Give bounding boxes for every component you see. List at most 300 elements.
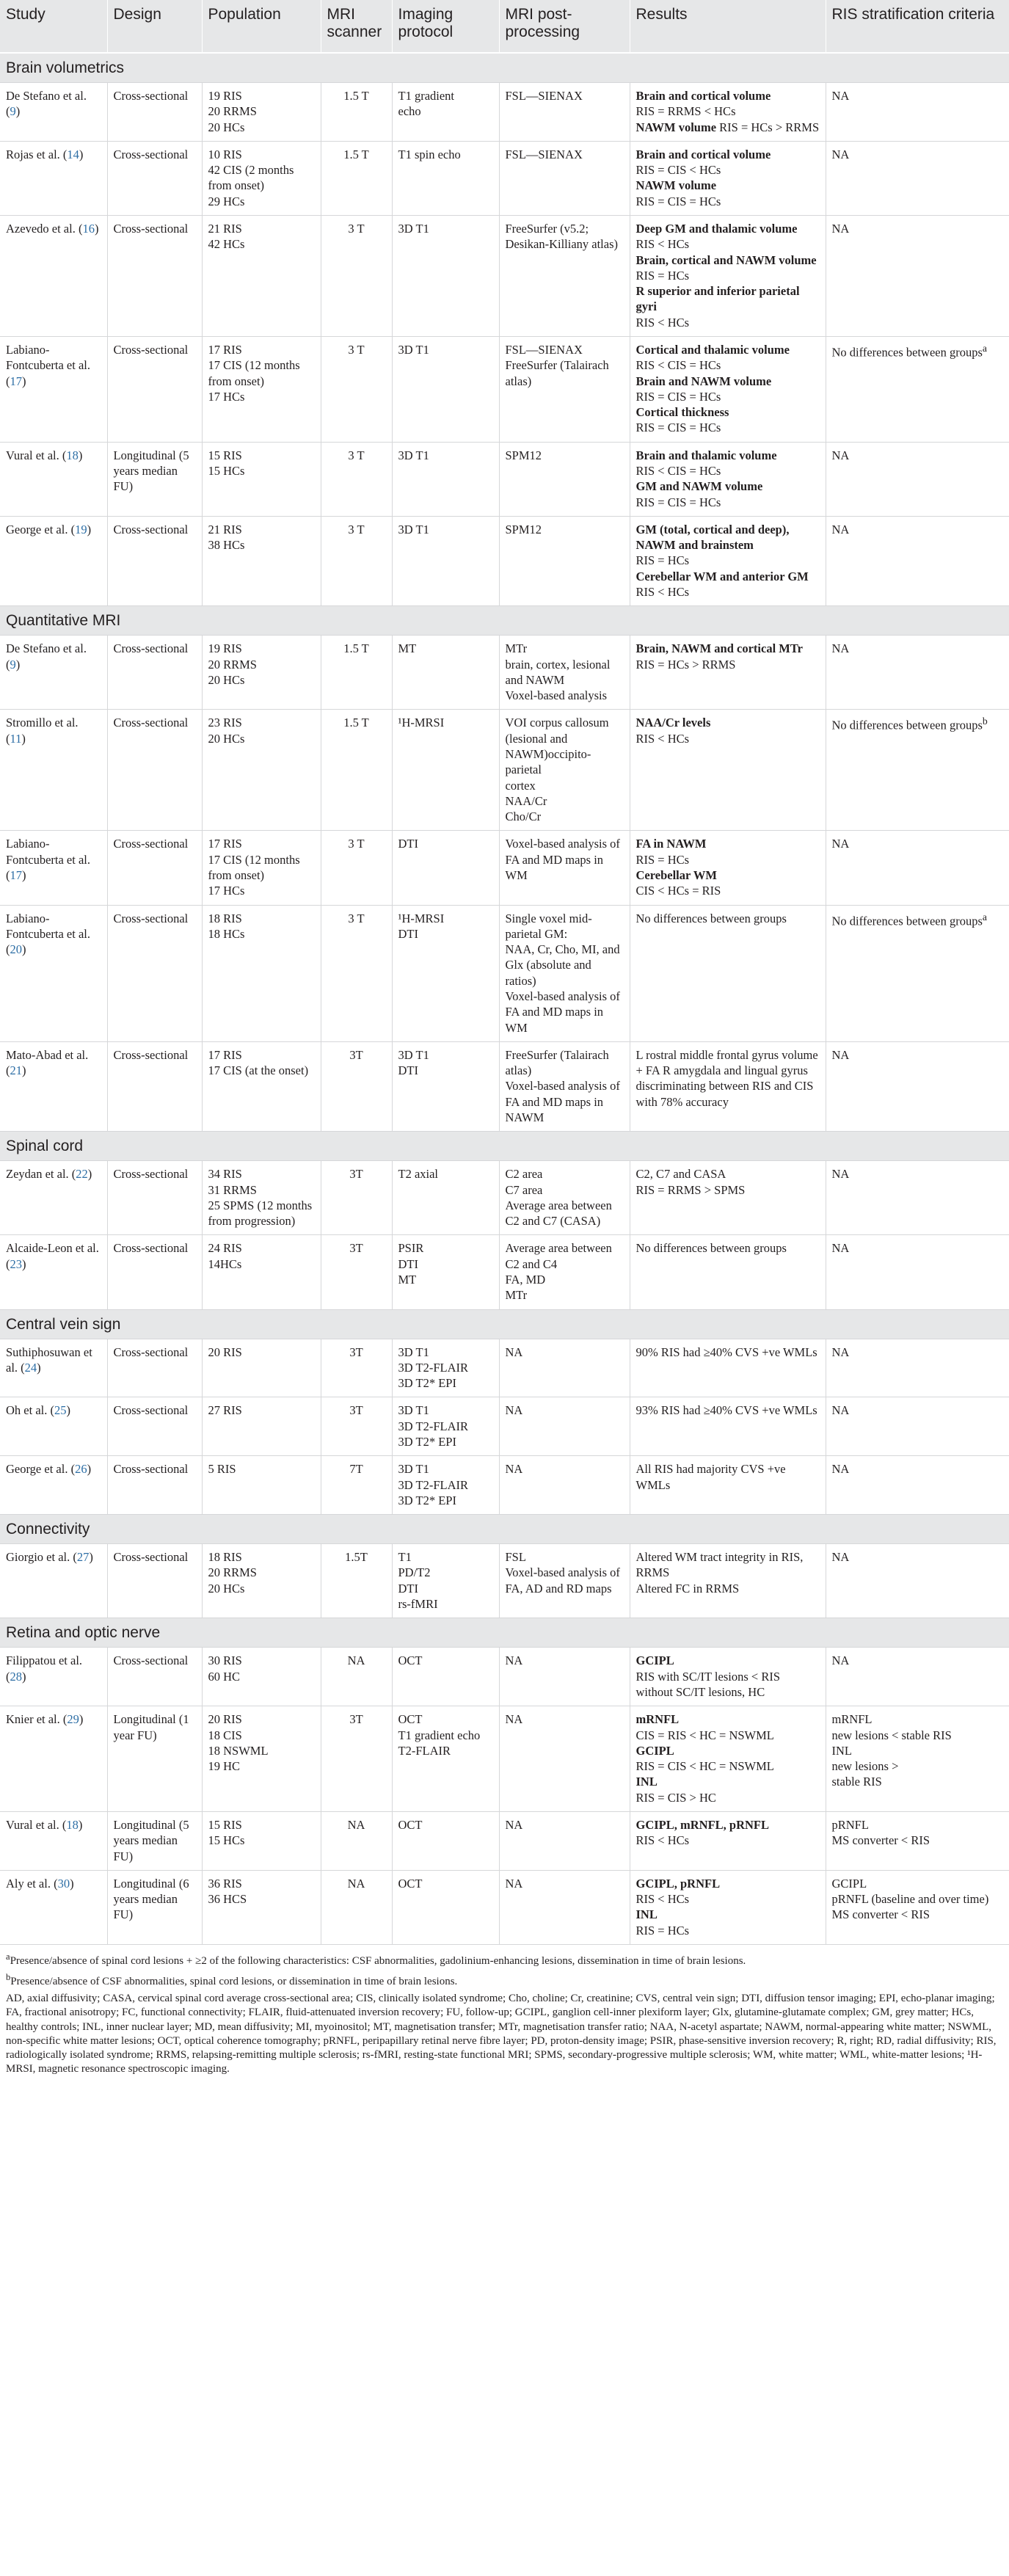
table-row xyxy=(0,1456,1009,1515)
header-mri-scanner: MRI scanner xyxy=(321,0,392,53)
stratification-text: NA xyxy=(831,1241,850,1256)
stratification-cell xyxy=(826,141,1009,215)
results-cell xyxy=(630,1648,826,1706)
stratification-text: No differences between groups xyxy=(831,718,983,732)
result-heading: mRNFL xyxy=(635,1712,680,1727)
section-row xyxy=(0,1132,1009,1161)
stratification-cell xyxy=(826,1041,1009,1131)
study-name: Filippatou et al. xyxy=(6,1653,83,1668)
stratification-text: No differences between groups xyxy=(831,914,983,928)
result-text: RIS < HCs xyxy=(635,584,690,599)
design-cell: Cross-sectional xyxy=(107,1235,202,1309)
result-heading-text: NAWM volume xyxy=(635,120,717,134)
results-cell xyxy=(630,1706,826,1812)
result-heading xyxy=(636,120,820,135)
results-cell xyxy=(630,1870,826,1944)
stratification-cell xyxy=(826,710,1009,831)
reference-link[interactable]: 14 xyxy=(67,147,79,161)
study-cell: George et al. (26) xyxy=(0,1456,107,1515)
study-name: De Stefano et al. xyxy=(6,641,87,656)
stratification-text: NA xyxy=(831,1167,850,1182)
result-text: Altered FC in RRMS xyxy=(635,1581,740,1596)
stratification-text: mRNFL new lesions < stable RIS INL new lesions > stable RIS xyxy=(831,1712,952,1789)
scanner-cell: 3T xyxy=(321,1235,392,1309)
design-cell: Cross-sectional xyxy=(107,1041,202,1131)
stratification-text: NA xyxy=(831,222,850,236)
protocol-cell: 3D T1 xyxy=(392,337,499,443)
design-cell: Longitudinal (5 years median FU) xyxy=(107,1811,202,1870)
result-text: RIS = CIS > HC xyxy=(635,1790,716,1805)
results-cell xyxy=(630,1456,826,1515)
result-inline-text: RIS = HCs > RRMS xyxy=(716,120,820,134)
stratification-cell xyxy=(826,1648,1009,1706)
header-ris-stratification: RIS stratification criteria xyxy=(826,0,1009,53)
postprocessing-cell: NA xyxy=(499,1397,630,1456)
result-text: RIS = CIS < HCs xyxy=(635,163,721,178)
protocol-cell: 3D T1 xyxy=(392,216,499,337)
results-cell xyxy=(630,83,826,142)
results-cell xyxy=(630,1161,826,1235)
stratification-text: NA xyxy=(831,837,850,851)
footnote xyxy=(6,1971,1003,1989)
footnote-text: Presence/absence of spinal cord lesions + ≥2 of the following characteristics: CSF abnormalities, gadolinium-enhancing lesions, dissemination in time of brain lesions. xyxy=(10,1954,746,1967)
reference-link[interactable]: 21 xyxy=(10,1063,22,1078)
result-text: 90% RIS had ≥40% CVS +ve WMLs xyxy=(635,1345,817,1359)
postprocessing-cell: FSL—SIENAX xyxy=(499,141,630,215)
table-row xyxy=(0,1870,1009,1944)
result-heading: Deep GM and thalamic volume xyxy=(635,222,798,236)
protocol-cell: OCT T1 gradient echo T2-FLAIR xyxy=(392,1706,499,1812)
header-imaging-protocol: Imaging protocol xyxy=(392,0,499,53)
reference-link[interactable]: 25 xyxy=(54,1403,67,1418)
protocol-cell: 3D T1 xyxy=(392,516,499,605)
study-cell: De Stefano et al. (9) xyxy=(0,636,107,710)
result-heading: INL xyxy=(635,1907,658,1922)
study-cell: Stromillo et al. (11) xyxy=(0,710,107,831)
protocol-cell: DTI xyxy=(392,831,499,905)
scanner-cell: 3 T xyxy=(321,442,392,516)
design-cell: Cross-sectional xyxy=(107,1161,202,1235)
results-cell xyxy=(630,216,826,337)
table-row xyxy=(0,83,1009,142)
result-heading: Cerebellar WM and anterior GM xyxy=(635,569,809,583)
scanner-cell: NA xyxy=(321,1648,392,1706)
table-row xyxy=(0,710,1009,831)
result-text: C2, C7 and CASA xyxy=(635,1167,726,1182)
postprocessing-cell: NA xyxy=(499,1339,630,1397)
stratification-text: NA xyxy=(831,1462,850,1477)
result-text: RIS = CIS = HCs xyxy=(635,389,721,404)
study-cell: Giorgio et al. (27) xyxy=(0,1544,107,1618)
protocol-cell: T1 PD/T2 DTI rs-fMRI xyxy=(392,1544,499,1618)
stratification-cell xyxy=(826,1235,1009,1309)
stratification-cell xyxy=(826,636,1009,710)
scanner-cell: NA xyxy=(321,1811,392,1870)
table-row xyxy=(0,1235,1009,1309)
study-cell: Vural et al. (18) xyxy=(0,442,107,516)
table-footnotes xyxy=(0,1945,1009,2077)
stratification-text: NA xyxy=(831,1653,850,1668)
study-name: Zeydan et al. xyxy=(6,1167,69,1182)
table-row xyxy=(0,141,1009,215)
population-cell: 27 RIS xyxy=(202,1397,321,1456)
study-name: De Stefano et al. xyxy=(6,89,87,103)
study-cell: George et al. (19) xyxy=(0,516,107,605)
result-text: RIS < HCs xyxy=(635,315,690,330)
result-text: RIS < HCs xyxy=(635,1892,690,1907)
stratification-cell xyxy=(826,516,1009,605)
postprocessing-cell: NA xyxy=(499,1456,630,1515)
study-cell: Azevedo et al. (16) xyxy=(0,216,107,337)
footnote-text: Presence/absence of CSF abnormalities, spinal cord lesions, or dissemination in time of brain lesions. xyxy=(10,1976,458,1988)
population-cell: 30 RIS 60 HC xyxy=(202,1648,321,1706)
result-heading: GCIPL xyxy=(635,1743,674,1758)
section-row xyxy=(0,1309,1009,1339)
reference-link[interactable]: 9 xyxy=(10,657,16,672)
population-cell: 19 RIS 20 RRMS 20 HCs xyxy=(202,83,321,142)
result-text: RIS = HCs xyxy=(635,1923,690,1938)
study-cell: Alcaide-Leon et al. (23) xyxy=(0,1235,107,1309)
population-cell: 5 RIS xyxy=(202,1456,321,1515)
protocol-cell: 3D T1 DTI xyxy=(392,1041,499,1131)
table-row xyxy=(0,1544,1009,1618)
population-cell: 34 RIS 31 RRMS 25 SPMS (12 months from progression) xyxy=(202,1161,321,1235)
design-cell: Cross-sectional xyxy=(107,1544,202,1618)
result-text: RIS < CIS = HCs xyxy=(635,358,721,373)
scanner-cell: 3T xyxy=(321,1041,392,1131)
study-name: Giorgio et al. xyxy=(6,1550,70,1565)
result-heading: GCIPL xyxy=(635,1653,674,1668)
protocol-cell: T1 spin echo xyxy=(392,141,499,215)
scanner-cell: NA xyxy=(321,1870,392,1944)
population-cell: 36 RIS 36 HCS xyxy=(202,1870,321,1944)
design-cell: Cross-sectional xyxy=(107,1648,202,1706)
table-row xyxy=(0,337,1009,443)
result-text: RIS < CIS = HCs xyxy=(635,463,721,478)
result-text: RIS < HCs xyxy=(635,237,690,252)
population-cell: 17 RIS 17 CIS (12 months from onset) 17 HCs xyxy=(202,831,321,905)
design-cell: Cross-sectional xyxy=(107,141,202,215)
result-heading: FA in NAWM xyxy=(635,837,707,851)
results-cell xyxy=(630,516,826,605)
section-title: Spinal cord xyxy=(0,1132,1009,1161)
results-cell xyxy=(630,831,826,905)
footnote xyxy=(6,1951,1003,1968)
results-cell xyxy=(630,1339,826,1397)
postprocessing-cell: NA xyxy=(499,1870,630,1944)
study-cell: Oh et al. (25) xyxy=(0,1397,107,1456)
population-cell: 15 RIS 15 HCs xyxy=(202,1811,321,1870)
reference-link[interactable]: 22 xyxy=(76,1167,88,1182)
reference-link[interactable]: 29 xyxy=(67,1712,79,1727)
protocol-cell: PSIR DTI MT xyxy=(392,1235,499,1309)
protocol-cell: MT xyxy=(392,636,499,710)
stratification-cell xyxy=(826,1161,1009,1235)
study-name: Azevedo et al. xyxy=(6,222,76,236)
result-heading: GCIPL, pRNFL xyxy=(635,1876,721,1891)
footnote-marker: b xyxy=(982,716,988,727)
result-heading: Brain and NAWM volume xyxy=(635,374,772,388)
section-title: Retina and optic nerve xyxy=(0,1618,1009,1648)
study-cell: Labiano-Fontcuberta et al. (17) xyxy=(0,337,107,443)
header-mri-post-processing: MRI post-processing xyxy=(499,0,630,53)
population-cell: 15 RIS 15 HCs xyxy=(202,442,321,516)
stratification-cell xyxy=(826,1870,1009,1944)
table-row xyxy=(0,516,1009,605)
design-cell: Cross-sectional xyxy=(107,1339,202,1397)
study-cell: Aly et al. (30) xyxy=(0,1870,107,1944)
design-cell: Cross-sectional xyxy=(107,516,202,605)
scanner-cell: 1.5 T xyxy=(321,83,392,142)
scanner-cell: 3T xyxy=(321,1397,392,1456)
reference-link[interactable]: 24 xyxy=(24,1360,37,1375)
result-text: RIS = CIS = HCs xyxy=(635,495,721,509)
study-name: Labiano-Fontcuberta et al. xyxy=(6,837,91,867)
result-text: 93% RIS had ≥40% CVS +ve WMLs xyxy=(635,1403,817,1418)
study-name: Knier et al. xyxy=(6,1712,60,1727)
result-text: No differences between groups xyxy=(635,1241,787,1256)
results-cell xyxy=(630,1811,826,1870)
results-cell xyxy=(630,1041,826,1131)
results-cell xyxy=(630,1544,826,1618)
protocol-cell: OCT xyxy=(392,1811,499,1870)
table-row xyxy=(0,442,1009,516)
result-heading: GCIPL, mRNFL, pRNFL xyxy=(635,1817,770,1832)
table-row xyxy=(0,216,1009,337)
footnote-symbol: b xyxy=(6,1972,11,1983)
result-text: RIS = HCs xyxy=(635,268,690,283)
study-cell: Suthiphosuwan et al. (24) xyxy=(0,1339,107,1397)
table-header-row xyxy=(0,0,1009,53)
result-text: RIS = HCs > RRMS xyxy=(635,657,736,672)
result-heading: INL xyxy=(635,1775,658,1789)
postprocessing-cell: FSL—SIENAX FreeSurfer (Talairach atlas) xyxy=(499,337,630,443)
table-row xyxy=(0,1648,1009,1706)
reference-link[interactable]: 18 xyxy=(66,1817,79,1832)
reference-link[interactable]: 17 xyxy=(10,374,22,388)
stratification-text: NA xyxy=(831,1403,850,1418)
header-study: Study xyxy=(0,0,107,53)
study-cell: De Stefano et al. (9) xyxy=(0,83,107,142)
result-text: RIS = CIS < HC = NSWML xyxy=(635,1759,774,1774)
table-row xyxy=(0,636,1009,710)
design-cell: Cross-sectional xyxy=(107,636,202,710)
reference-link[interactable]: 30 xyxy=(57,1876,70,1891)
protocol-cell: ¹H-MRSI xyxy=(392,710,499,831)
table-row xyxy=(0,1397,1009,1456)
results-cell xyxy=(630,141,826,215)
result-text: RIS < HCs xyxy=(635,731,690,746)
scanner-cell: 1.5 T xyxy=(321,636,392,710)
footnote-marker: a xyxy=(982,911,988,923)
design-cell: Cross-sectional xyxy=(107,1397,202,1456)
result-heading: Brain and cortical volume xyxy=(635,89,771,103)
stratification-cell xyxy=(826,337,1009,443)
result-text: RIS = RRMS < HCs xyxy=(635,104,736,119)
study-cell: Zeydan et al. (22) xyxy=(0,1161,107,1235)
stratification-text: NA xyxy=(831,641,850,656)
reference-link[interactable]: 20 xyxy=(10,942,22,957)
stratification-cell xyxy=(826,442,1009,516)
design-cell: Cross-sectional xyxy=(107,83,202,142)
population-cell: 20 RIS 18 CIS 18 NSWML 19 HC xyxy=(202,1706,321,1812)
result-text: RIS = CIS = HCs xyxy=(635,421,721,435)
results-cell xyxy=(630,337,826,443)
postprocessing-cell: SPM12 xyxy=(499,442,630,516)
stratification-cell xyxy=(826,831,1009,905)
section-row xyxy=(0,1618,1009,1648)
results-cell xyxy=(630,1397,826,1456)
result-heading: GM and NAWM volume xyxy=(635,479,763,494)
result-text: RIS = HCs xyxy=(635,553,690,568)
footnote xyxy=(6,1992,1003,2076)
result-heading: NAWM volume xyxy=(635,178,717,193)
design-cell: Cross-sectional xyxy=(107,1456,202,1515)
design-cell: Cross-sectional xyxy=(107,216,202,337)
stratification-cell xyxy=(826,1339,1009,1397)
stratification-text: NA xyxy=(831,1047,850,1062)
results-cell xyxy=(630,905,826,1041)
reference-link[interactable]: 19 xyxy=(75,522,87,536)
scanner-cell: 1.5T xyxy=(321,1544,392,1618)
population-cell: 20 RIS xyxy=(202,1339,321,1397)
population-cell: 24 RIS 14HCs xyxy=(202,1235,321,1309)
scanner-cell: 1.5 T xyxy=(321,141,392,215)
result-heading: Cerebellar WM xyxy=(635,867,717,882)
header-results: Results xyxy=(630,0,826,53)
study-name: Vural et al. xyxy=(6,1817,59,1832)
footnote-text: AD, axial diffusivity; CASA, cervical spinal cord average cross-sectional area; CIS, clinically isolated syndrome; Cho, choline; Cr, creatinine; CVS, central vein sign; DTI, diffusion tensor imaging; EPI, echo-planar imaging; FA, fractional anisotropy; FC, functional connectivity; FLAIR, fluid-attenuated inversion recovery; FU, follow-up; GCIPL, ganglion cell-inner plexiform layer; Glx, glutamine-glutamate complex; GM, grey matter; HCs, healthy controls; INL, inner nuclear layer; MD, mean diffusivity; MI, myoinositol; MT, magnetisation transfer; MTr, magnetisation transfer ratio; NAA, N-acetyl aspartate; NAWM, normal-appearing white matter; NSWML, non-specific white matter lesions; OCT, optical coherence tomography; pRNFL, peripapillary retinal nerve fibre layer; PD, proton-density image; PSIR, phase-sensitive inversion recovery; R, right; RD, radial diffusivity; RIS, radiologically isolated syndrome; RRMS, relapsing-remitting multiple sclerosis; rs-fMRI, resting-state functional MRI; SPMS, secondary-progressive multiple sclerosis; WM, white matter; WML, white-matter lesions; ¹H-MRSI, magnetic resonance spectroscopic imaging. xyxy=(6,1993,997,2075)
protocol-cell: 3D T1 3D T2-FLAIR 3D T2* EPI xyxy=(392,1456,499,1515)
study-cell: Labiano-Fontcuberta et al. (20) xyxy=(0,905,107,1041)
result-heading: Cortical and thalamic volume xyxy=(635,343,790,357)
stratification-text: NA xyxy=(831,522,850,536)
header-design: Design xyxy=(107,0,202,53)
postprocessing-cell: Average area between C2 and C4 FA, MD MTr xyxy=(499,1235,630,1309)
design-cell: Cross-sectional xyxy=(107,710,202,831)
result-heading: GM (total, cortical and deep), NAWM and brainstem xyxy=(635,522,790,553)
reference-link[interactable]: 18 xyxy=(66,448,79,462)
postprocessing-cell: C2 area C7 area Average area between C2 and C7 (CASA) xyxy=(499,1161,630,1235)
stratification-cell xyxy=(826,83,1009,142)
reference-link[interactable]: 11 xyxy=(10,731,22,746)
population-cell: 17 RIS 17 CIS (at the onset) xyxy=(202,1041,321,1131)
reference-link[interactable]: 9 xyxy=(10,104,16,119)
section-title: Connectivity xyxy=(0,1515,1009,1544)
stratification-text: NA xyxy=(831,147,850,161)
scanner-cell: 7T xyxy=(321,1456,392,1515)
study-cell: Labiano-Fontcuberta et al. (17) xyxy=(0,831,107,905)
postprocessing-cell: FreeSurfer (Talairach atlas) Voxel-based analysis of FA and MD maps in NAWM xyxy=(499,1041,630,1131)
postprocessing-cell: VOI corpus callosum (lesional and NAWM)occipito-parietal cortex NAA/Cr Cho/Cr xyxy=(499,710,630,831)
reference-link[interactable]: 26 xyxy=(75,1462,87,1477)
postprocessing-cell: MTr brain, cortex, lesional and NAWM Voxel-based analysis xyxy=(499,636,630,710)
results-cell xyxy=(630,710,826,831)
postprocessing-cell: Single voxel mid-parietal GM: NAA, Cr, Cho, MI, and Glx (absolute and ratios) Voxel-based analysis of FA and MD maps in WM xyxy=(499,905,630,1041)
scanner-cell: 3 T xyxy=(321,516,392,605)
stratification-cell xyxy=(826,216,1009,337)
population-cell: 18 RIS 20 RRMS 20 HCs xyxy=(202,1544,321,1618)
reference-link[interactable]: 17 xyxy=(10,867,22,882)
design-cell: Cross-sectional xyxy=(107,831,202,905)
design-cell: Cross-sectional xyxy=(107,337,202,443)
table-row xyxy=(0,831,1009,905)
result-text: All RIS had majority CVS +ve WMLs xyxy=(635,1462,786,1492)
scanner-cell: 1.5 T xyxy=(321,710,392,831)
population-cell: 21 RIS 38 HCs xyxy=(202,516,321,605)
stratification-cell xyxy=(826,1706,1009,1812)
result-heading: Brain and cortical volume xyxy=(635,147,771,161)
postprocessing-cell: SPM12 xyxy=(499,516,630,605)
result-text: RIS = RRMS > SPMS xyxy=(635,1182,746,1197)
result-text: Altered WM tract integrity in RIS, RRMS xyxy=(635,1550,804,1580)
postprocessing-cell: NA xyxy=(499,1706,630,1812)
protocol-cell: ¹H-MRSI DTI xyxy=(392,905,499,1041)
population-cell: 17 RIS 17 CIS (12 months from onset) 17 HCs xyxy=(202,337,321,443)
study-name: Oh et al. xyxy=(6,1403,48,1418)
population-cell: 10 RIS 42 CIS (2 months from onset) 29 HCs xyxy=(202,141,321,215)
section-title: Quantitative MRI xyxy=(0,606,1009,636)
reference-link[interactable]: 27 xyxy=(76,1550,90,1565)
footnote-symbol: a xyxy=(6,1951,10,1962)
result-heading: NAA/Cr levels xyxy=(635,716,711,730)
reference-link[interactable]: 23 xyxy=(10,1256,22,1271)
stratification-cell xyxy=(826,1544,1009,1618)
section-title: Brain volumetrics xyxy=(0,53,1009,83)
postprocessing-cell: Voxel-based analysis of FA and MD maps in WM xyxy=(499,831,630,905)
protocol-cell: 3D T1 3D T2-FLAIR 3D T2* EPI xyxy=(392,1339,499,1397)
study-name: George et al. xyxy=(6,522,68,536)
population-cell: 18 RIS 18 HCs xyxy=(202,905,321,1041)
protocol-cell: OCT xyxy=(392,1648,499,1706)
protocol-cell: OCT xyxy=(392,1870,499,1944)
result-text: No differences between groups xyxy=(635,911,787,925)
result-text: RIS with SC/IT lesions < RIS without SC/IT lesions, HC xyxy=(635,1669,780,1699)
scanner-cell: 3T xyxy=(321,1339,392,1397)
stratification-cell xyxy=(826,1811,1009,1870)
section-row xyxy=(0,53,1009,83)
stratification-cell xyxy=(826,1397,1009,1456)
table-row xyxy=(0,1706,1009,1812)
scanner-cell: 3 T xyxy=(321,337,392,443)
scanner-cell: 3 T xyxy=(321,831,392,905)
section-row xyxy=(0,606,1009,636)
protocol-cell: T2 axial xyxy=(392,1161,499,1235)
design-cell: Longitudinal (1 year FU) xyxy=(107,1706,202,1812)
stratification-cell xyxy=(826,1456,1009,1515)
study-name: Suthiphosuwan et al. xyxy=(6,1345,92,1375)
study-name: Alcaide-Leon et al. xyxy=(6,1241,99,1256)
stratification-text: NA xyxy=(831,89,850,103)
stratification-text: NA xyxy=(831,1345,850,1359)
protocol-cell: 3D T1 3D T2-FLAIR 3D T2* EPI xyxy=(392,1397,499,1456)
stratification-text: GCIPL pRNFL (baseline and over time) MS converter < RIS xyxy=(831,1876,989,1922)
result-text: CIS < HCs = RIS xyxy=(635,884,721,898)
result-text: CIS = RIS < HC = NSWML xyxy=(635,1728,774,1742)
reference-link[interactable]: 28 xyxy=(10,1669,22,1684)
reference-link[interactable]: 16 xyxy=(82,222,95,236)
design-cell: Longitudinal (6 years median FU) xyxy=(107,1870,202,1944)
stratification-text: No differences between groups xyxy=(831,345,983,360)
study-cell: Vural et al. (18) xyxy=(0,1811,107,1870)
result-heading: Brain, NAWM and cortical MTr xyxy=(635,641,803,656)
result-heading: Brain, cortical and NAWM volume xyxy=(635,252,817,267)
section-row xyxy=(0,1515,1009,1544)
scanner-cell: 3 T xyxy=(321,905,392,1041)
header-population: Population xyxy=(202,0,321,53)
study-name: Vural et al. xyxy=(6,448,59,462)
scanner-cell: 3T xyxy=(321,1706,392,1812)
